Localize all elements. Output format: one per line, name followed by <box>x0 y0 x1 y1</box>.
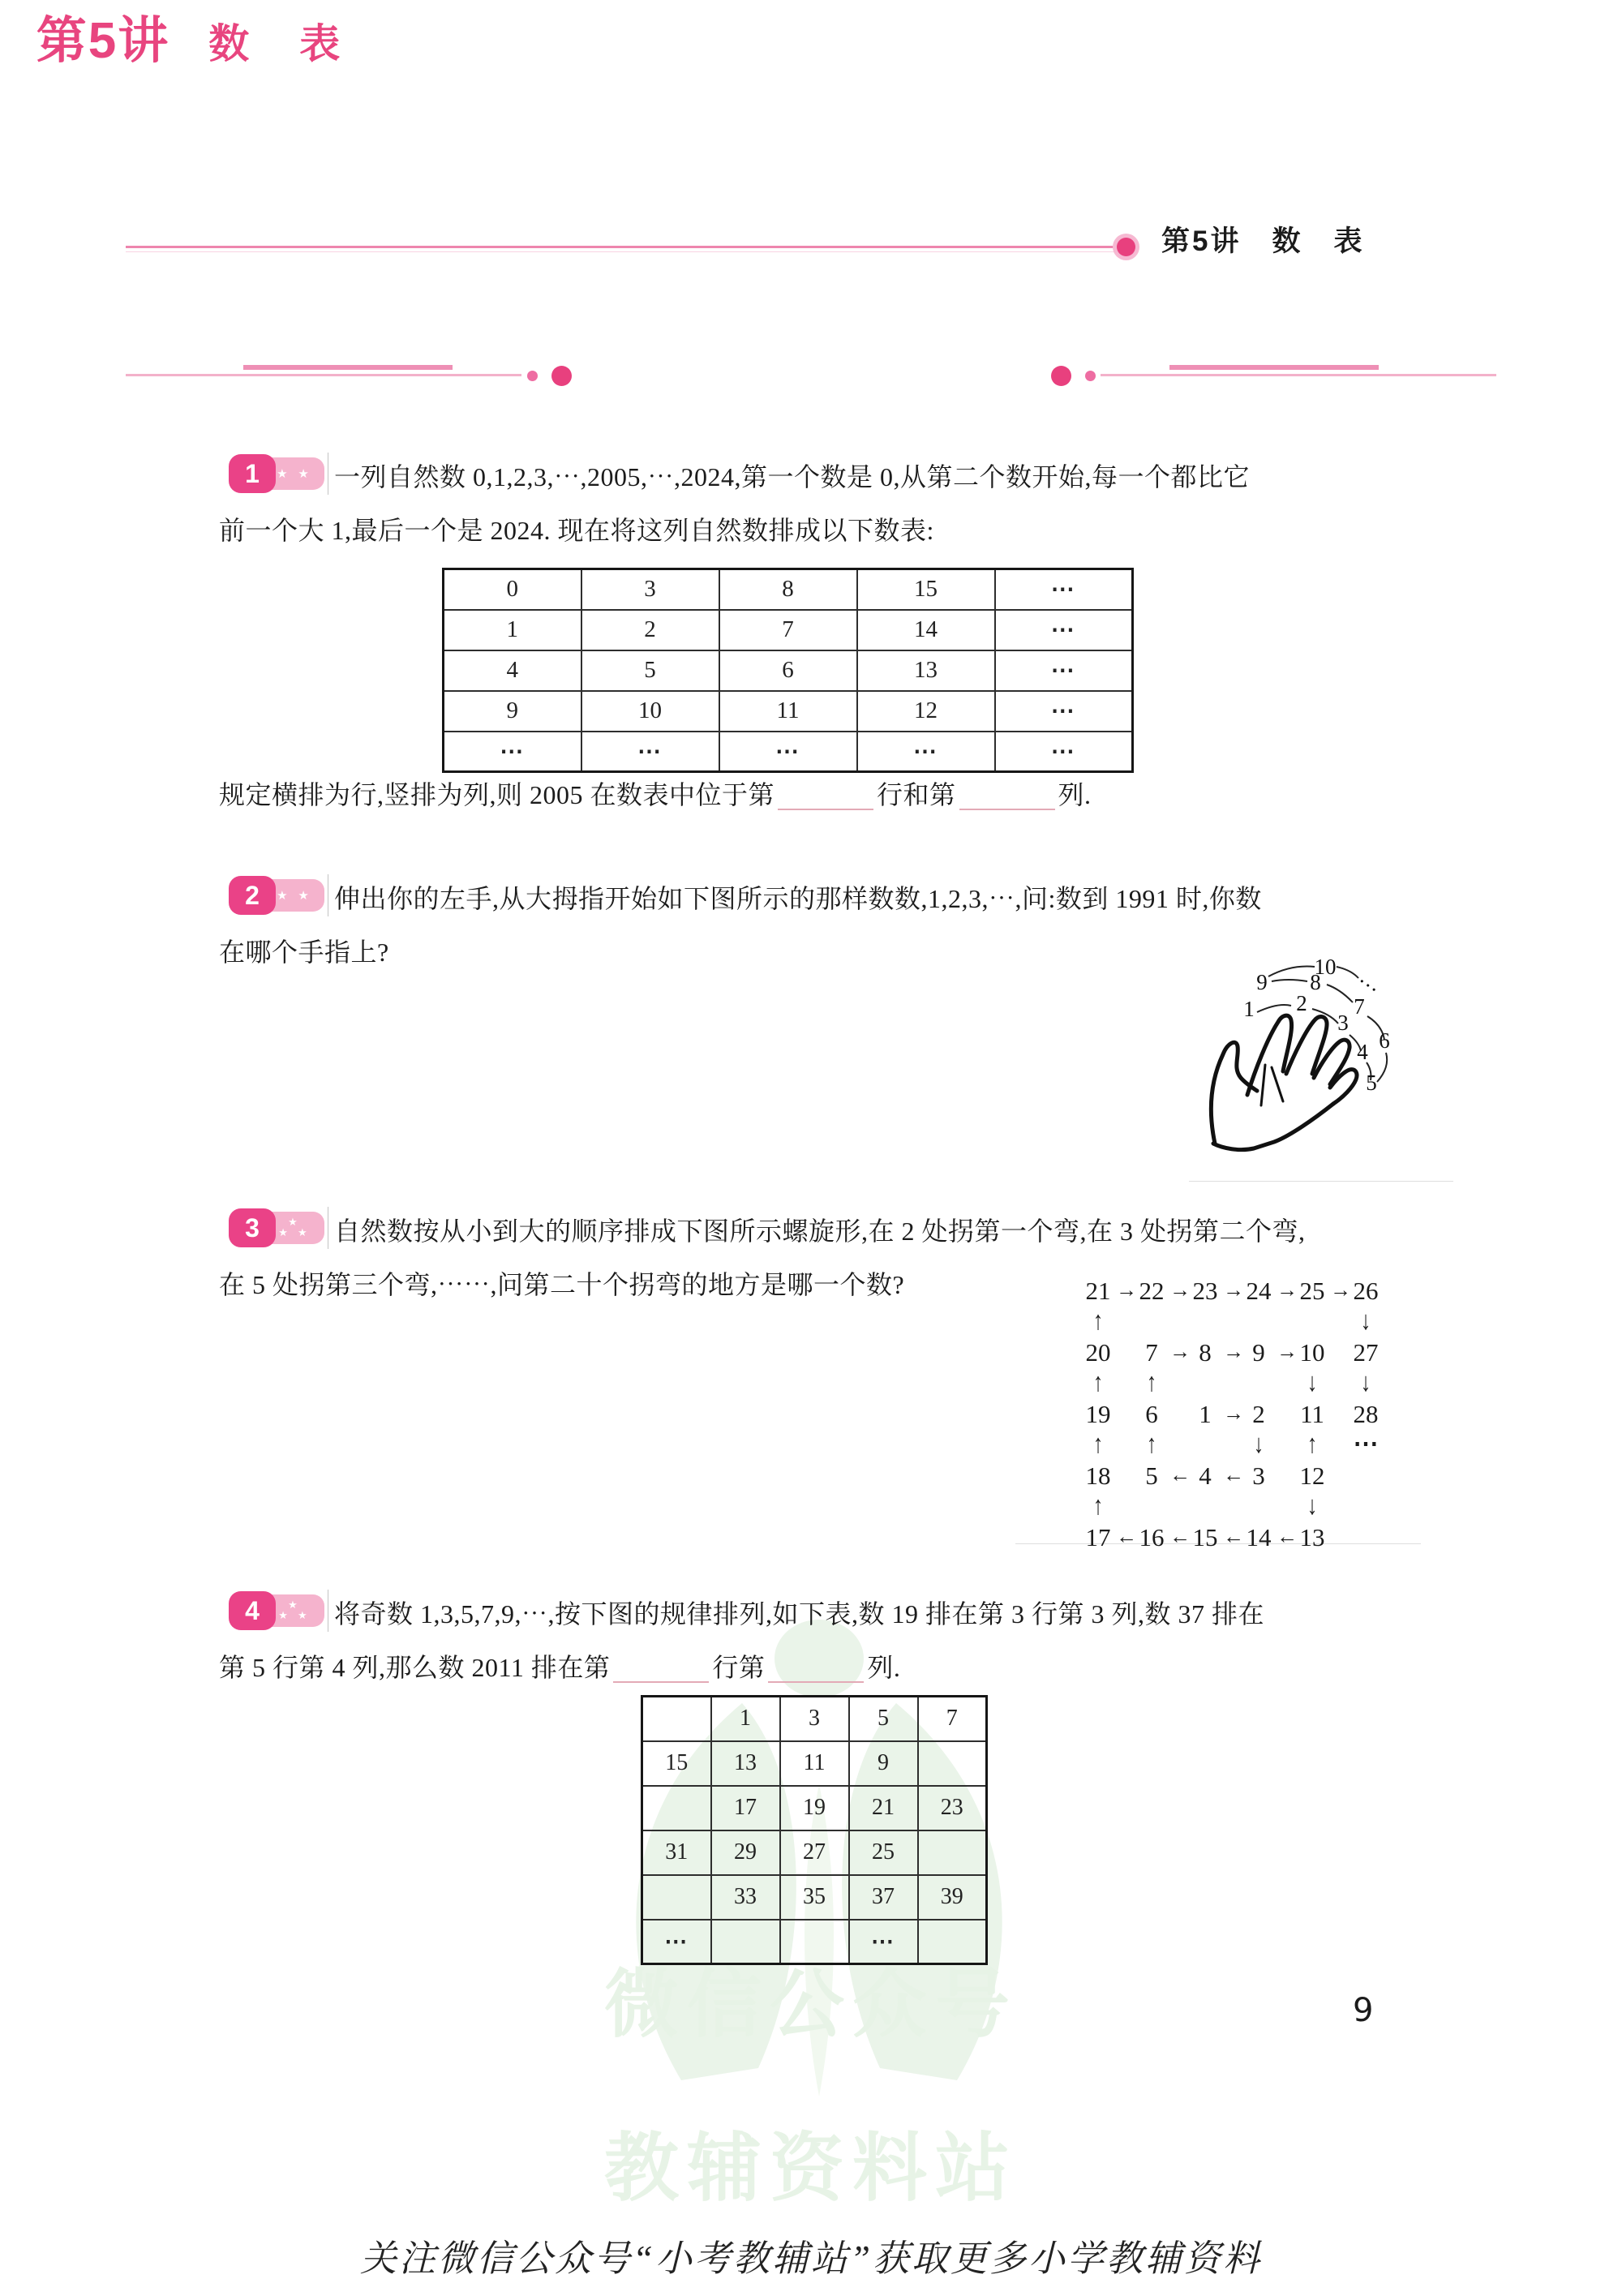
table-cell: 14 <box>857 610 995 650</box>
spiral-number: 11 <box>1300 1400 1324 1428</box>
hand-outline-icon <box>1211 1015 1357 1149</box>
spiral-number: 15 <box>1192 1523 1218 1551</box>
spiral-number: 18 <box>1085 1461 1111 1490</box>
table-cell <box>780 1920 849 1964</box>
spiral-empty-cell <box>1116 1338 1134 1367</box>
spiral-arrow-horizontal-icon: → <box>1169 1340 1191 1363</box>
spiral-empty-cell <box>1169 1367 1187 1400</box>
problem-3-number: 3 <box>229 1208 276 1247</box>
table-cell: 15 <box>642 1741 711 1786</box>
problem-4-text-line-2 <box>219 1650 900 1685</box>
spiral-empty-cell <box>1169 1491 1187 1523</box>
spiral-arrow-horizontal-icon: ← <box>1116 1525 1137 1548</box>
table-cell: ⋯ <box>642 1920 711 1964</box>
table-cell: ⋯ <box>849 1920 918 1964</box>
chapter-title-sub: 数 表 <box>208 21 345 67</box>
table-cell: 13 <box>711 1741 780 1786</box>
spiral-arrow-horizontal-icon: → <box>1330 1278 1351 1302</box>
table-cell: 3 <box>581 569 719 610</box>
table-cell: 0 <box>444 569 581 610</box>
question-text: 第 5 行第 4 列,那么数 2011 排在第 <box>219 1653 611 1682</box>
spiral-number: 27 <box>1353 1338 1379 1367</box>
table-cell: 15 <box>857 569 995 610</box>
spiral-number: 12 <box>1299 1461 1325 1490</box>
table-cell: ⋯ <box>857 732 995 772</box>
spiral-arrow-vertical-icon: ↓ <box>1307 1368 1318 1397</box>
spiral-number: 7 <box>1145 1338 1158 1367</box>
spiral-empty-cell <box>1187 1491 1223 1523</box>
spiral-empty-cell <box>1116 1429 1134 1461</box>
table-cell: ⋯ <box>444 732 581 772</box>
spiral-arrow-vertical-icon: ↓ <box>1307 1491 1318 1521</box>
spiral-empty-cell <box>1223 1429 1241 1461</box>
problem-4-text-line-1: 将奇数 1,3,5,7,9,⋯,按下图的规律排列,如下表,数 19 排在第 3 行第 3 列,数 37 排在 <box>334 1599 1265 1629</box>
spiral-number: 6 <box>1145 1400 1158 1428</box>
spiral-arrow-vertical-icon: ↑ <box>1092 1430 1104 1459</box>
spiral-number: 23 <box>1192 1277 1218 1305</box>
header-rule-shadow <box>126 251 1118 252</box>
spiral-number: 25 <box>1299 1277 1325 1305</box>
answer-blank <box>768 1655 864 1683</box>
table-cell: 23 <box>918 1786 987 1830</box>
table-cell: ⋯ <box>995 691 1133 732</box>
spiral-ellipsis: ⋯ <box>1353 1429 1379 1457</box>
answer-blank <box>778 783 873 810</box>
spiral-empty-cell <box>1116 1461 1134 1491</box>
table-cell <box>918 1830 987 1875</box>
finger-count-7: 7 <box>1354 994 1365 1019</box>
problem-3-text-line-2: 在 5 处拐第三个弯,⋯⋯,问第二十个拐弯的地方是哪一个数? <box>219 1270 905 1299</box>
spiral-number: 14 <box>1246 1523 1272 1551</box>
spiral-empty-cell <box>1134 1491 1169 1523</box>
table-cell <box>918 1741 987 1786</box>
problem-1-number-table <box>442 568 1134 773</box>
table-cell: 8 <box>719 569 857 610</box>
table-cell: ⋯ <box>995 610 1133 650</box>
finger-count-10: 10 <box>1314 955 1337 979</box>
spiral-empty-cell <box>1330 1429 1348 1461</box>
finger-count-1: 1 <box>1243 997 1255 1021</box>
problem-1-text-line-1: 一列自然数 0,1,2,3,⋯,2005,⋯,2024,第一个数是 0,从第二个数开始,每一个都比它 <box>334 462 1251 491</box>
spiral-number-figure <box>1080 1277 1384 1552</box>
spiral-arrow-vertical-icon: ↓ <box>1253 1430 1264 1459</box>
finger-count-9: 9 <box>1256 970 1268 994</box>
table-cell: 39 <box>918 1875 987 1920</box>
spiral-empty-cell <box>1277 1367 1294 1400</box>
table-cell: 27 <box>780 1830 849 1875</box>
spiral-empty-cell <box>1330 1306 1348 1338</box>
table-cell: 3 <box>780 1697 849 1741</box>
table-cell: 12 <box>857 691 995 732</box>
table-cell: 7 <box>719 610 857 650</box>
spiral-number: 3 <box>1252 1461 1265 1490</box>
spiral-number: 28 <box>1353 1400 1379 1428</box>
table-row <box>444 691 1133 732</box>
spiral-empty-cell <box>1348 1491 1384 1523</box>
table-row <box>642 1697 987 1741</box>
spiral-arrow-vertical-icon: ↑ <box>1092 1307 1104 1336</box>
table-cell: 11 <box>780 1741 849 1786</box>
banner-dot-small-right <box>1085 371 1096 381</box>
problem-4-stars: ★ ★ ★ <box>264 1594 324 1627</box>
finger-count-8: 8 <box>1310 970 1321 994</box>
problem-3-text-line-1: 自然数按从小到大的顺序排成下图所示螺旋形,在 2 处拐第一个弯,在 3 处拐第二个弯, <box>334 1217 1306 1246</box>
spiral-empty-cell <box>1330 1491 1348 1523</box>
table-cell: 5 <box>849 1697 918 1741</box>
spiral-arrow-horizontal-icon: ← <box>1223 1525 1244 1548</box>
running-header-title: 第5讲 数 表 <box>1161 225 1365 257</box>
header-rule <box>126 246 1118 248</box>
spiral-empty-cell <box>1277 1400 1294 1429</box>
finger-count-6: 6 <box>1379 1028 1390 1053</box>
table-row <box>642 1830 987 1875</box>
table-cell: 9 <box>444 691 581 732</box>
spiral-arrow-vertical-icon: ↓ <box>1360 1368 1371 1397</box>
table-row <box>642 1875 987 1920</box>
table-cell: 33 <box>711 1875 780 1920</box>
spiral-empty-cell <box>1169 1306 1187 1338</box>
spiral-arrow-vertical-icon: ↓ <box>1360 1307 1371 1336</box>
banner-line-left-thick <box>243 365 453 370</box>
problem-1-question <box>219 777 1092 813</box>
spiral-empty-cell <box>1116 1400 1134 1429</box>
page-number: 9 <box>1353 1992 1374 2029</box>
finger-count-3: 3 <box>1337 1011 1349 1035</box>
table-cell: 1 <box>444 610 581 650</box>
question-text: 行第 <box>712 1653 766 1682</box>
table-row <box>444 569 1133 610</box>
table-cell: 25 <box>849 1830 918 1875</box>
problem-4-number: 4 <box>229 1591 276 1630</box>
spiral-number: 21 <box>1085 1277 1111 1305</box>
table-cell: ⋯ <box>995 569 1133 610</box>
table-cell: 5 <box>581 650 719 691</box>
table-row <box>642 1920 987 1964</box>
table-cell: 19 <box>780 1786 849 1830</box>
question-text: 行和第 <box>877 780 956 809</box>
spiral-arrow-horizontal-icon: → <box>1277 1278 1298 1302</box>
problem-3-stars: ★ ★ ★ <box>264 1212 324 1244</box>
question-text: 列. <box>1058 780 1092 809</box>
spiral-number: 9 <box>1252 1338 1265 1367</box>
spiral-empty-cell <box>1169 1429 1187 1461</box>
spiral-number: 17 <box>1085 1523 1111 1551</box>
banner-line-right-thin <box>1101 374 1496 376</box>
footer-promo-text: 关注微信公众号“小考教辅站”获取更多小学教辅资料 <box>359 2238 1263 2279</box>
problem-2-badge <box>229 876 326 915</box>
spiral-number: 5 <box>1145 1461 1158 1490</box>
spiral-empty-cell <box>1241 1491 1277 1523</box>
table-cell: 4 <box>444 650 581 691</box>
answer-blank <box>959 783 1055 810</box>
spiral-arrow-horizontal-icon: ← <box>1277 1525 1298 1548</box>
table-row <box>642 1741 987 1786</box>
table-cell: 9 <box>849 1741 918 1786</box>
table-cell <box>642 1786 711 1830</box>
banner-dot-small-left <box>527 371 538 381</box>
table-row <box>444 650 1133 691</box>
spiral-empty-cell <box>1223 1367 1241 1400</box>
table-cell: 37 <box>849 1875 918 1920</box>
spiral-number: 22 <box>1139 1277 1165 1305</box>
spiral-arrow-vertical-icon: ↑ <box>1092 1491 1104 1521</box>
problem-2-text-line-1: 伸出你的左手,从大拇指开始如下图所示的那样数数,1,2,3,⋯,问:数到 1991 时,你数 <box>334 884 1262 913</box>
spiral-empty-cell <box>1223 1306 1241 1338</box>
spiral-empty-cell <box>1134 1306 1169 1338</box>
spiral-arrow-horizontal-icon: → <box>1277 1340 1298 1363</box>
table-cell: 6 <box>719 650 857 691</box>
table-cell: 10 <box>581 691 719 732</box>
table-cell: 13 <box>857 650 995 691</box>
spiral-arrow-horizontal-icon: ← <box>1169 1463 1191 1487</box>
chapter-title <box>0 0 381 72</box>
problem-2-stars: ★ ★ <box>264 879 324 912</box>
watermark-line-1: 微信公众号 <box>603 1963 1018 2046</box>
problem-1-text-line-2: 前一个大 1,最后一个是 2024. 现在将这列自然数排成以下数表: <box>219 516 934 545</box>
spiral-empty-cell <box>1187 1306 1223 1338</box>
spiral-empty-cell <box>1277 1429 1294 1461</box>
question-text: 列. <box>867 1653 901 1682</box>
spiral-empty-cell <box>1277 1461 1294 1491</box>
problem-2-number: 2 <box>229 876 276 915</box>
counting-ellipsis: … <box>1355 963 1388 997</box>
table-cell: 29 <box>711 1830 780 1875</box>
spiral-empty-cell <box>1169 1400 1187 1429</box>
table-row <box>444 610 1133 650</box>
question-text: 规定横排为行,竖排为列,则 2005 在数表中位于第 <box>219 780 775 809</box>
finger-count-2: 2 <box>1296 991 1307 1015</box>
palm-lines-icon <box>1261 1065 1283 1105</box>
spiral-arrow-vertical-icon: ↑ <box>1146 1368 1157 1397</box>
spiral-arrow-horizontal-icon: → <box>1223 1401 1244 1425</box>
problem-2-text-line-2: 在哪个手指上? <box>219 938 389 967</box>
spiral-number: 2 <box>1252 1400 1265 1428</box>
table-cell <box>642 1875 711 1920</box>
table-row <box>444 732 1133 772</box>
problem-3-badge <box>229 1208 326 1247</box>
banner-line-left-thin <box>126 374 521 376</box>
header-bullet-icon <box>1117 238 1135 256</box>
table-cell: 2 <box>581 610 719 650</box>
problem-4-odd-number-table <box>641 1695 988 1965</box>
spiral-empty-cell <box>1241 1306 1277 1338</box>
answer-blank <box>613 1655 709 1683</box>
spiral-empty-cell <box>1277 1491 1294 1523</box>
finger-count-4: 4 <box>1357 1040 1368 1064</box>
spiral-empty-cell <box>1116 1367 1134 1400</box>
table-cell <box>642 1697 711 1741</box>
finger-count-5: 5 <box>1366 1071 1377 1095</box>
spiral-empty-cell <box>1330 1367 1348 1400</box>
table-row <box>642 1786 987 1830</box>
spiral-empty-cell <box>1330 1400 1348 1429</box>
spiral-number: 13 <box>1299 1523 1325 1551</box>
spiral-arrow-vertical-icon: ↑ <box>1092 1368 1104 1397</box>
problem-1-stars: ★ ★ <box>264 457 324 490</box>
spiral-number: 19 <box>1085 1400 1111 1428</box>
table-cell <box>918 1920 987 1964</box>
problem-4-badge <box>229 1591 326 1630</box>
banner-dot-big-left <box>551 366 572 386</box>
table-cell: ⋯ <box>581 732 719 772</box>
spiral-empty-cell <box>1223 1491 1241 1523</box>
problem-1-badge <box>229 454 326 493</box>
spiral-empty-cell <box>1330 1338 1348 1367</box>
spiral-arrow-vertical-icon: ↑ <box>1146 1430 1157 1459</box>
spiral-empty-cell <box>1116 1306 1134 1338</box>
table-cell: 35 <box>780 1875 849 1920</box>
table-cell: 1 <box>711 1697 780 1741</box>
spiral-empty-cell <box>1116 1491 1134 1523</box>
spiral-arrow-horizontal-icon: → <box>1223 1278 1244 1302</box>
spiral-number: 4 <box>1199 1461 1212 1490</box>
table-cell: 11 <box>719 691 857 732</box>
table-cell <box>711 1920 780 1964</box>
chapter-title-main: 第5讲 <box>36 13 170 69</box>
spiral-arrow-horizontal-icon: → <box>1116 1278 1137 1302</box>
table-cell: 31 <box>642 1830 711 1875</box>
spiral-empty-cell <box>1330 1523 1348 1552</box>
table-cell: ⋯ <box>995 650 1133 691</box>
spiral-arrow-horizontal-icon: ← <box>1169 1525 1191 1548</box>
spiral-empty-cell <box>1348 1523 1384 1552</box>
spiral-arrow-horizontal-icon: → <box>1223 1340 1244 1363</box>
spiral-number: 24 <box>1246 1277 1272 1305</box>
spiral-number: 16 <box>1139 1523 1165 1551</box>
banner-dot-big-right <box>1051 366 1071 386</box>
spiral-empty-cell <box>1187 1367 1223 1400</box>
spiral-number: 26 <box>1353 1277 1379 1305</box>
spiral-empty-cell <box>1187 1429 1223 1461</box>
spiral-empty-cell <box>1348 1461 1384 1491</box>
spiral-number: 10 <box>1299 1338 1325 1367</box>
spiral-number: 20 <box>1085 1338 1111 1367</box>
watermark-line-2: 教辅资料站 <box>603 2127 1018 2210</box>
spiral-empty-cell <box>1277 1306 1294 1338</box>
table-cell: ⋯ <box>719 732 857 772</box>
spiral-number: 1 <box>1199 1400 1212 1428</box>
table-cell: ⋯ <box>995 732 1133 772</box>
table-cell: 17 <box>711 1786 780 1830</box>
spiral-number: 8 <box>1199 1338 1212 1367</box>
banner-line-right-thick <box>1169 365 1379 370</box>
spiral-arrow-horizontal-icon: → <box>1169 1278 1191 1302</box>
spiral-arrow-vertical-icon: ↑ <box>1307 1430 1318 1459</box>
spiral-arrow-horizontal-icon: ← <box>1223 1463 1244 1487</box>
problem-1-number: 1 <box>229 454 276 493</box>
hand-counting-figure <box>1191 939 1458 1182</box>
table-cell: 21 <box>849 1786 918 1830</box>
spiral-empty-cell <box>1241 1367 1277 1400</box>
spiral-empty-cell <box>1294 1306 1330 1338</box>
spiral-empty-cell <box>1330 1461 1348 1491</box>
table-cell: 7 <box>918 1697 987 1741</box>
